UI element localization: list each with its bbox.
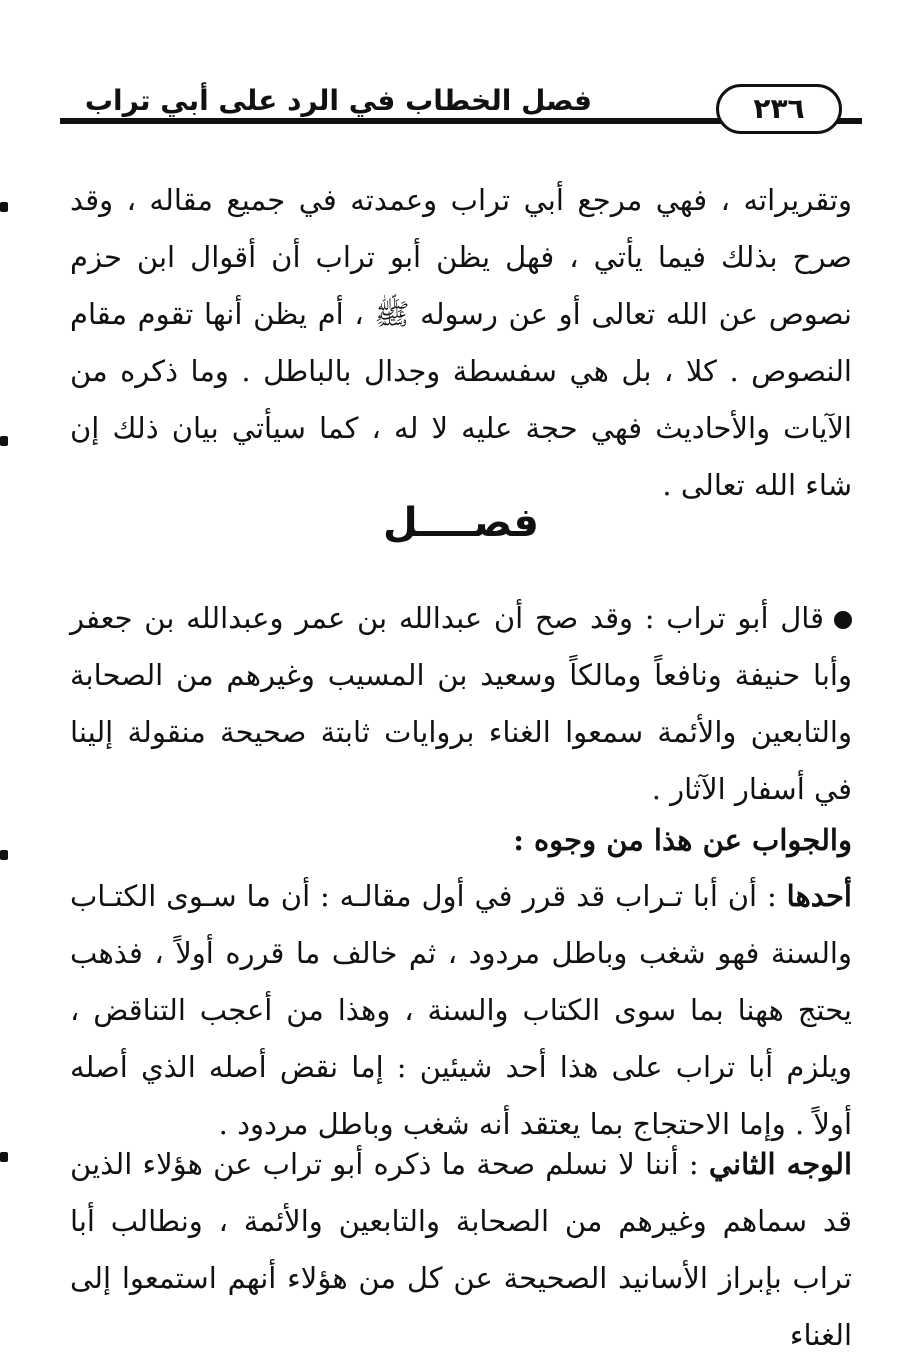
margin-mark bbox=[0, 202, 8, 212]
running-title: فصل الخطاب في الرد على أبي تراب bbox=[84, 84, 592, 117]
answer-heading: والجواب عن هذا من وجوه : bbox=[513, 823, 852, 857]
second-point-text: : أننا لا نسلم صحة ما ذكره أبو تراب عن هؤلاء الذين قد سماهم وغيرهم من الصحابة والتابعين والأئمة ، ونطالب أبا تراب بإبراز الأسانيد الصحيحة عن كل من هؤلاء أنهم استمعوا إلى الغناء bbox=[70, 1147, 852, 1352]
margin-mark bbox=[0, 436, 8, 446]
quote-text: قال أبو تراب : وقد صح أن عبدالله بن عمر وعبدالله بن جعفر وأبا حنيفة ونافعاً ومالكاً وسعيد بن المسيب وغيرهم من الصحابة والتابعين والأئمة سمعوا الغناء بروايات ثابتة صحيحة منقولة إلينا في أسفار الآثار . bbox=[70, 601, 852, 806]
second-point-lead: الوجه الثاني bbox=[708, 1147, 853, 1181]
first-point-text: : أن أبا تـراب قد قرر في أول مقالـه : أن ما سـوى الكتـاب والسنة فهو شغب وباطل مردود ، ثم خالف ما قرره أولاً ، فذهب يحتج ههنا بما سوى الكتاب والسنة ، وهذا من أعجب التناقض ، ويلزم أبا تراب على هذا أحد شيئين : إما نقض أصله الذي أصله أولاً . وإما الاحتجاج بما يعتقد أنه شغب وباطل مردود . bbox=[70, 879, 852, 1141]
intro-paragraph: وتقريراته ، فهي مرجع أبي تراب وعمدته في جميع مقاله ، وقد صرح بذلك فيما يأتي ، فهل يظن أبو تراب أن أقوال ابن حزم نصوص عن الله تعالى أو عن رسوله ﷺ ، أم يظن أنها تقوم مقام النصوص . كلا ، بل هي سفسطة وجدال بالباطل . وما ذكره من الآيات والأحاديث فهي حجة عليه لا له ، كما سيأتي بيان ذلك إن شاء الله تعالى . bbox=[70, 183, 852, 502]
second-point-paragraph bbox=[70, 1136, 852, 1364]
bullet-icon bbox=[834, 611, 852, 629]
first-point-paragraph bbox=[70, 868, 852, 1153]
quote-paragraph bbox=[70, 590, 852, 818]
section-heading: فصــــل bbox=[383, 500, 539, 546]
page-header bbox=[60, 78, 862, 138]
page-number-badge: ٢٣٦ bbox=[716, 84, 842, 134]
first-point-lead: أحدها bbox=[786, 879, 852, 913]
margin-mark bbox=[0, 850, 8, 860]
margin-mark bbox=[0, 1152, 8, 1162]
